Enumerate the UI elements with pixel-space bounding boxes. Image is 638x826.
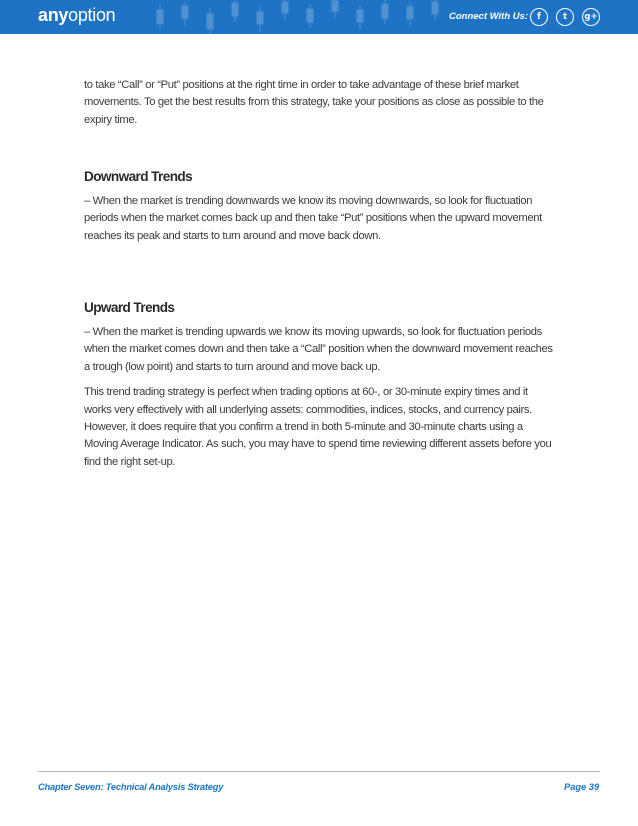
- page-number: Page 39: [564, 782, 600, 792]
- facebook-icon[interactable]: f: [530, 8, 548, 26]
- footer-divider: [38, 771, 600, 772]
- heading-upward-trends: Upward Trends: [84, 300, 175, 315]
- candlestick-decoration: [140, 0, 480, 34]
- twitter-icon[interactable]: t: [556, 8, 574, 26]
- section-upward-trends: [84, 324, 558, 471]
- chapter-title: Chapter Seven: Technical Analysis Strategy: [38, 782, 224, 792]
- connect-label: Connect With Us:: [449, 11, 529, 22]
- intro-text: to take “Call” or “Put” positions at the right time in order to take advantage of these brief market movements. To get the best results from this strategy, take your positions as close as possible to the expiry time.: [84, 79, 544, 126]
- google-plus-icon[interactable]: g+: [582, 8, 600, 26]
- upward-paragraph: – When the market is trending upwards we know its moving upwards, so look for fluctuation periods when the market comes down and then take a “Call” position when the downward movement reaches a trough (low point) and starts to turn around and move back up.: [84, 326, 553, 373]
- intro-paragraph: [84, 77, 558, 129]
- section-downward-trends: [84, 193, 558, 245]
- anyoption-logo[interactable]: [38, 5, 115, 26]
- downward-paragraph: – When the market is trending downwards we know its moving downwards, so look for fluctuation periods when the market comes back up and then take “Put” positions when the upward movement reaches its peak and starts to turn around and move back down.: [84, 195, 542, 242]
- logo-light-part: option: [68, 5, 116, 25]
- heading-downward-trends: Downward Trends: [84, 169, 193, 184]
- strategy-paragraph: This trend trading strategy is perfect when trading options at 60-, or 30-minute expiry times and it works very effectively with all underlying assets: commodities, indices, stocks, and currency pairs. However, it does require that you confirm a trend in both 5-minute and 30-minute charts using a Moving Average Indicator. As such, you may have to spend time reviewing different assets before you find the right set-up.: [84, 386, 552, 468]
- logo-bold-part: any: [38, 5, 69, 25]
- page-header: [0, 0, 638, 34]
